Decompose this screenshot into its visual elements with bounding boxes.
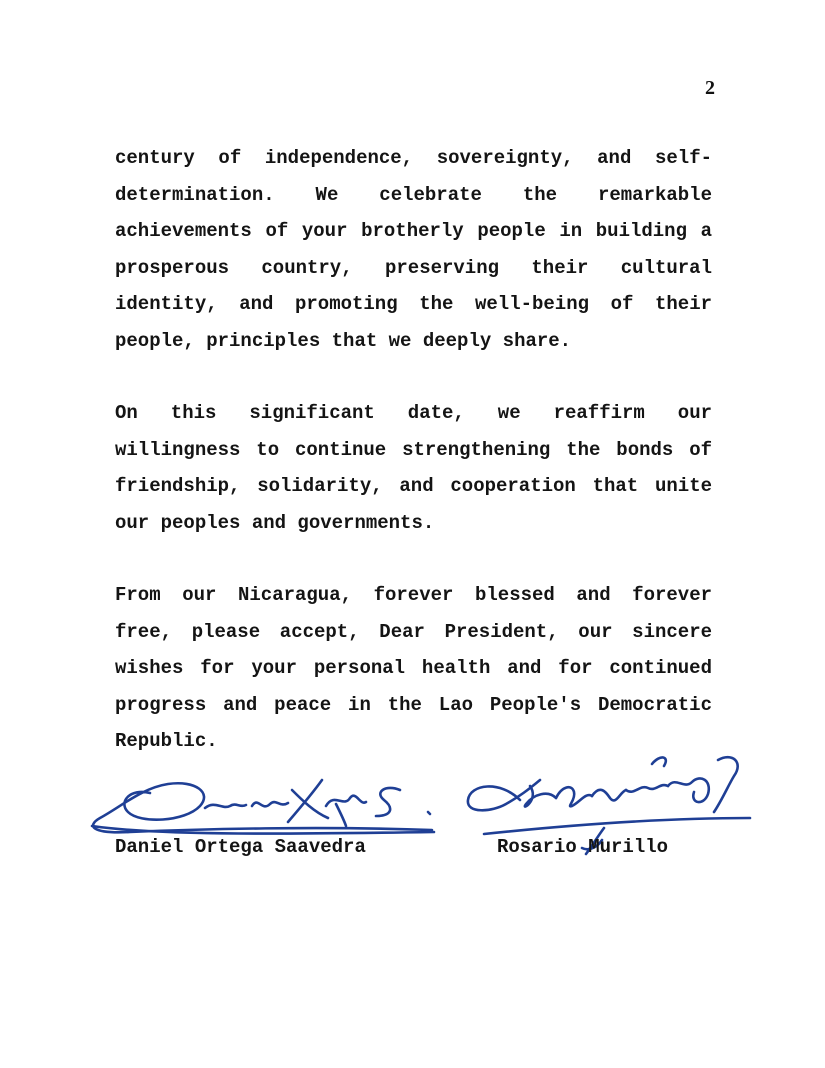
paragraph-wishes: From our Nicaragua, forever blessed and forever free, please accept, Dear President, our sincere wishes for your personal health and for continued progress and peace in the Lao People's Democratic Republic.	[115, 584, 712, 752]
paragraph-independence: century of independence, sovereignty, and self-determination. We celebrate the remarkable achievements of your brotherly people in building a prosperous country, preserving their cultural identity, and promoting the well-being of their people, principles that we deeply share.	[115, 147, 712, 352]
paragraph-reaffirm: On this significant date, we reaffirm our willingness to continue strengthening the bonds of friendship, solidarity, and cooperation that unite our peoples and governments.	[115, 402, 712, 534]
signer-name-rosario: Rosario Murillo	[497, 836, 669, 858]
signature-daniel-ortega	[92, 780, 434, 834]
signer-name-daniel: Daniel Ortega Saavedra	[115, 836, 366, 858]
page-number: 2	[705, 77, 715, 99]
